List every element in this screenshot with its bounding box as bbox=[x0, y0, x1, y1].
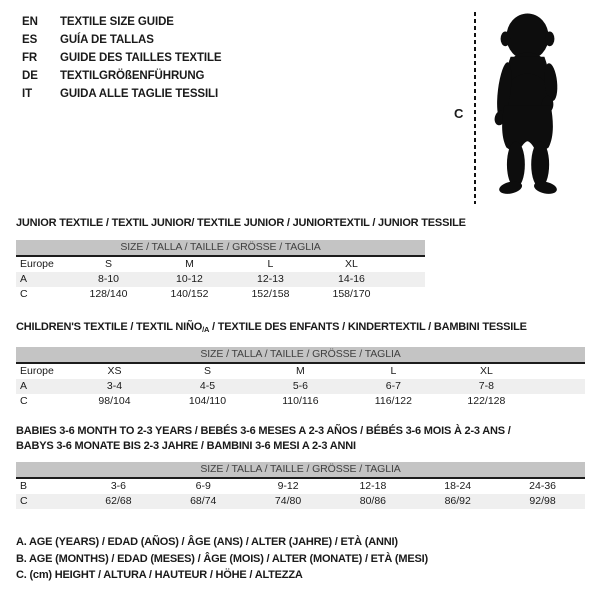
value-cell: 104/110 bbox=[188, 395, 227, 407]
value-cell: 24-36 bbox=[529, 480, 556, 492]
size-cell: L bbox=[267, 258, 274, 270]
value-cell: 12-13 bbox=[230, 272, 311, 287]
size-cell: XL bbox=[345, 258, 358, 270]
value-cell: 6-7 bbox=[347, 379, 440, 394]
filler-cell bbox=[392, 272, 425, 287]
value-cell: 9-12 bbox=[277, 480, 299, 492]
size-header-label: SIZE / TALLA / TAILLE / GRÖSSE / TAGLIA bbox=[16, 347, 585, 363]
value-cell: 6-9 bbox=[195, 480, 211, 492]
row-label-cell: A bbox=[16, 379, 68, 394]
row-label-cell: B bbox=[20, 480, 28, 492]
value-cell: 80/86 bbox=[330, 494, 415, 509]
size-cell: S bbox=[104, 258, 112, 270]
footnote-c: C. (cm) HEIGHT / ALTURA / HAUTEUR / HÖHE / ALTEZZA bbox=[16, 569, 303, 581]
value-cell: 4-5 bbox=[161, 379, 254, 394]
language-label: TEXTILE SIZE GUIDE bbox=[60, 16, 174, 28]
language-list bbox=[22, 13, 222, 103]
filler-cell bbox=[533, 379, 585, 394]
size-row bbox=[16, 256, 425, 272]
language-label: TEXTILGRÖßENFÜHRUNG bbox=[60, 70, 205, 82]
title-part2: / TEXTILE DES ENFANTS / KINDERTEXTIL / BAMBINI TESSILE bbox=[209, 321, 527, 333]
height-label-c: C bbox=[454, 106, 464, 121]
size-header-label: SIZE / TALLA / TAILLE / GRÖSSE / TAGLIA bbox=[16, 462, 585, 478]
table-row-a bbox=[16, 272, 425, 287]
size-table-babies bbox=[16, 462, 585, 509]
size-cell: S bbox=[203, 365, 211, 377]
language-code: FR bbox=[22, 52, 38, 64]
value-cell: 98/104 bbox=[98, 395, 131, 407]
value-cell: 152/158 bbox=[251, 288, 290, 300]
baby-silhouette-icon bbox=[480, 6, 575, 211]
region-label-cell: Europe bbox=[20, 258, 54, 270]
value-cell: 12-18 bbox=[359, 480, 387, 492]
value-cell: 10-12 bbox=[149, 272, 230, 287]
language-code: ES bbox=[22, 34, 38, 46]
table-row-a bbox=[16, 379, 585, 394]
size-header-bar bbox=[16, 347, 585, 363]
value-cell: 158/170 bbox=[332, 288, 371, 300]
size-cell: M bbox=[185, 258, 194, 270]
table-row-b bbox=[16, 478, 585, 494]
footnotes bbox=[16, 534, 428, 584]
size-header-bar bbox=[16, 462, 585, 478]
size-table-children bbox=[16, 347, 585, 409]
size-cell: XS bbox=[107, 365, 122, 377]
title-line1: BABIES 3-6 MONTH TO 2-3 YEARS / BEBÉS 3-6 MESES A 2-3 AÑOS / BÉBÉS 3-6 MOIS À 2-3 ANS / bbox=[16, 425, 511, 437]
section-title-children bbox=[16, 321, 527, 334]
table-row-c bbox=[16, 394, 585, 409]
language-row-it bbox=[22, 85, 222, 103]
size-cell: L bbox=[390, 365, 397, 377]
value-cell: 14-16 bbox=[311, 272, 392, 287]
language-code: EN bbox=[22, 16, 38, 28]
value-cell: 140/152 bbox=[170, 288, 209, 300]
language-row-de bbox=[22, 67, 222, 85]
language-label: GUIDA ALLE TAGLIE TESSILI bbox=[60, 88, 219, 100]
filler-cell bbox=[533, 394, 585, 409]
footnote-a: A. AGE (YEARS) / EDAD (AÑOS) / ÂGE (ANS) / ALTER (JAHRE) / ETÀ (ANNI) bbox=[16, 536, 398, 548]
value-cell: 128/140 bbox=[89, 288, 128, 300]
section-title-junior: JUNIOR TEXTILE / TEXTIL JUNIOR/ TEXTILE JUNIOR / JUNIORTEXTIL / JUNIOR TESSILE bbox=[16, 217, 466, 229]
section-title-babies bbox=[16, 424, 511, 454]
footnote-b: B. AGE (MONTHS) / EDAD (MESES) / ÂGE (MOIS) / ALTER (MONATE) / ETÀ (MESI) bbox=[16, 552, 428, 565]
row-label-cell: A bbox=[16, 272, 68, 287]
value-cell: 62/68 bbox=[76, 494, 161, 509]
language-row-en bbox=[22, 13, 222, 31]
filler-cell bbox=[533, 363, 585, 379]
language-row-es bbox=[22, 31, 222, 49]
value-cell: 74/80 bbox=[246, 494, 331, 509]
language-code: DE bbox=[22, 70, 38, 82]
value-cell: 7-8 bbox=[440, 379, 533, 394]
value-cell: 92/98 bbox=[500, 494, 585, 509]
value-cell: 110/116 bbox=[282, 395, 319, 407]
value-cell: 122/128 bbox=[467, 395, 506, 407]
filler-cell bbox=[392, 287, 425, 302]
row-label-cell: C bbox=[20, 395, 28, 407]
language-row-fr bbox=[22, 49, 222, 67]
title-line2: BABYS 3-6 MONATE BIS 2-3 JAHRE / BAMBINI 3-6 MESI A 2-3 ANNI bbox=[16, 440, 356, 452]
row-label-cell: C bbox=[16, 494, 76, 509]
size-table-junior bbox=[16, 240, 425, 302]
value-cell: 68/74 bbox=[161, 494, 246, 509]
height-dotted-line bbox=[474, 12, 476, 204]
value-cell: 116/122 bbox=[374, 395, 412, 407]
size-row bbox=[16, 363, 585, 379]
value-cell: 86/92 bbox=[415, 494, 500, 509]
value-cell: 3-6 bbox=[110, 480, 126, 492]
value-cell: 3-4 bbox=[68, 379, 161, 394]
filler-cell bbox=[392, 256, 425, 272]
value-cell: 8-10 bbox=[68, 272, 149, 287]
table-row-c bbox=[16, 287, 425, 302]
size-cell: M bbox=[296, 365, 305, 377]
language-label: GUÍA DE TALLAS bbox=[60, 34, 154, 46]
title-part1: CHILDREN'S TEXTILE / TEXTIL NIÑO bbox=[16, 321, 203, 333]
row-label-cell: C bbox=[20, 288, 28, 300]
size-header-bar bbox=[16, 240, 425, 256]
value-cell: 5-6 bbox=[254, 379, 347, 394]
size-header-label: SIZE / TALLA / TAILLE / GRÖSSE / TAGLIA bbox=[16, 240, 425, 256]
size-cell: XL bbox=[479, 365, 493, 377]
title-subscript: /A bbox=[202, 325, 210, 334]
table-row-c bbox=[16, 494, 585, 509]
region-label-cell: Europe bbox=[20, 365, 54, 377]
value-cell: 18-24 bbox=[444, 480, 472, 492]
language-code: IT bbox=[22, 88, 33, 100]
language-label: GUIDE DES TAILLES TEXTILE bbox=[60, 52, 222, 64]
